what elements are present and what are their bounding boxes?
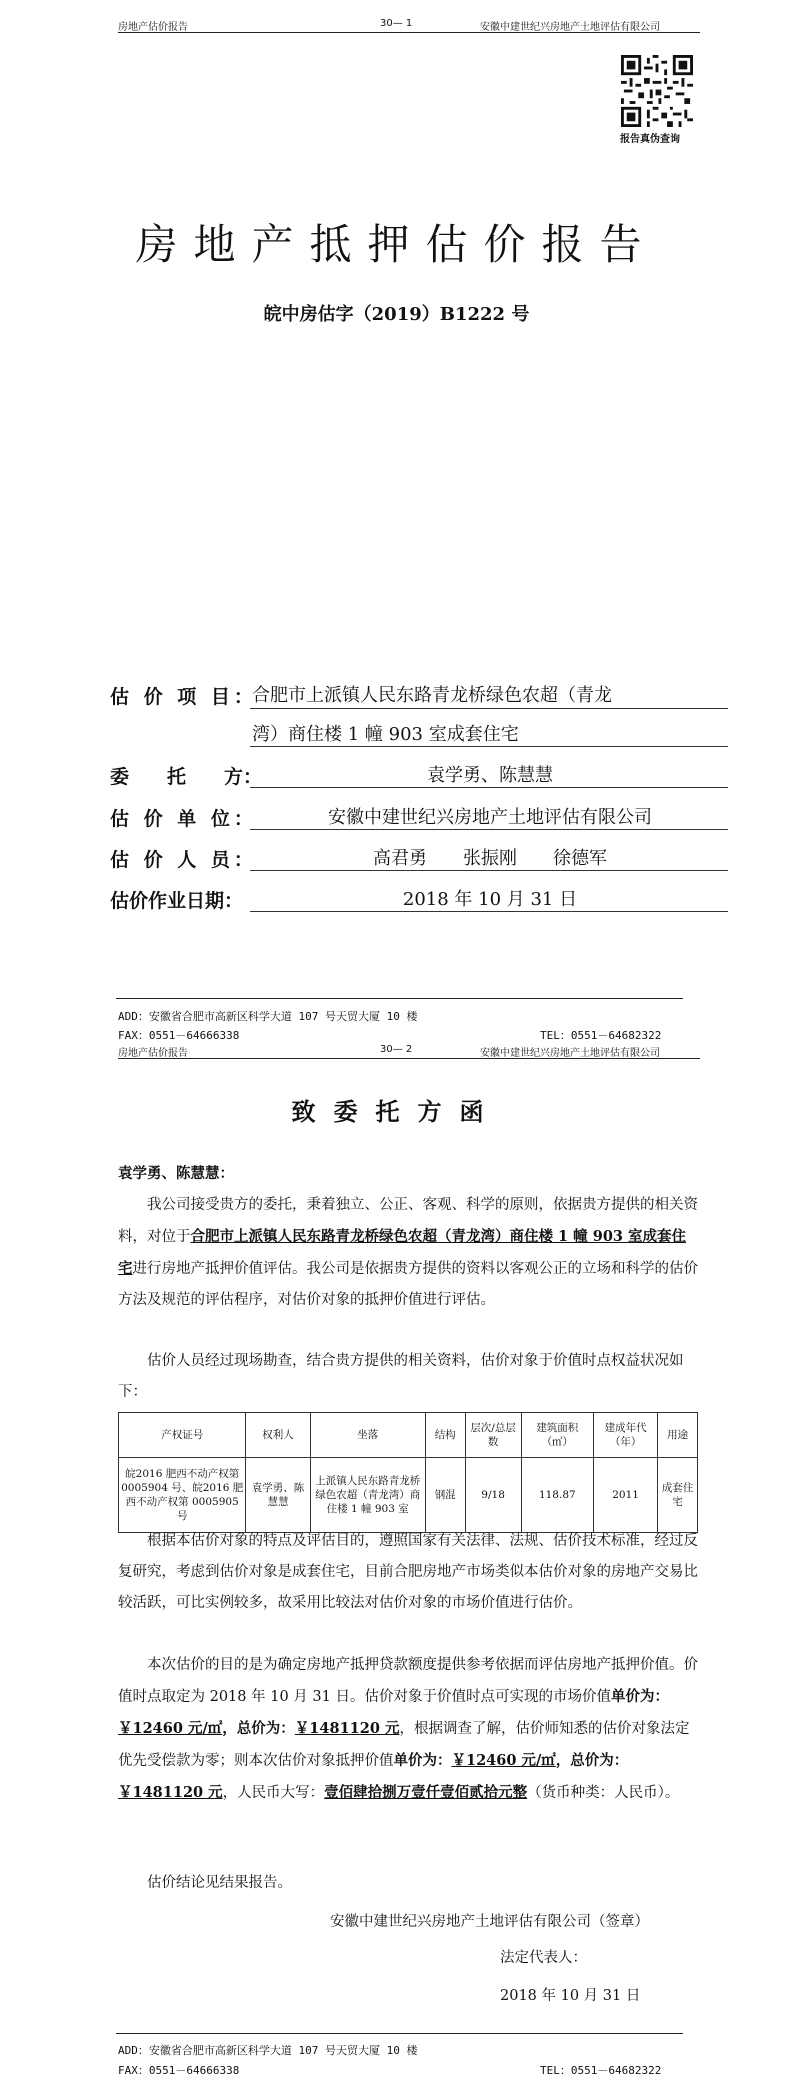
page2-header-page-no: 30— 2 <box>380 1044 413 1055</box>
p2-text: 估价人员经过现场勘查，结合贵方提供的相关资料，估价对象于价值时点权益状况如下： <box>118 1353 684 1400</box>
unit-price-label: 单价为： <box>610 1688 669 1705</box>
appraisal-unit-value: 安徽中建世纪兴房地产土地评估有限公司 <box>328 807 652 828</box>
project-underline-2 <box>250 746 728 747</box>
p4-text-b: ，根据调查了解，估价师知悉的估价对象法定优先受偿款为零；则本次估价对象抵押价值 <box>118 1721 690 1769</box>
qr-code[interactable] <box>621 55 693 127</box>
p5-text: 估价结论见结果报告。 <box>147 1875 292 1891</box>
signature-date: 2018 年 10 月 31 日 <box>500 1988 641 2004</box>
td-year: 2011 <box>594 1458 658 1533</box>
signature-company: 安徽中建世纪兴房地产土地评估有限公司（签章） <box>330 1914 649 1930</box>
page1-footer-address: ADD：安徽省合肥市高新区科学大道 107 号天贸大厦 10 楼 <box>118 1010 418 1023</box>
p1-text-a: 我公司接受贵方的委托，秉着独立、公正、客观、科学的原则，依据贵方提供的相关资料，对位于 <box>118 1197 698 1245</box>
page1-header-company: 安徽中建世纪兴房地产土地评估有限公司 <box>480 22 660 33</box>
project-underline-1 <box>250 708 728 709</box>
appraisal-unit-label: 估 价 单 位： <box>110 808 257 830</box>
mortgage-total-price-value: ￥1481120 元 <box>118 1784 223 1801</box>
qr-code-icon <box>621 55 693 127</box>
page2-footer-fax: FAX：0551－64666338 <box>118 2064 240 2077</box>
page1-footer-rule <box>116 998 683 999</box>
paragraph-conclusion <box>118 1868 698 1899</box>
p4-text-c: ，人民币大写： <box>222 1785 325 1801</box>
page2-header-left: 房地产估价报告 <box>118 1048 188 1059</box>
mortgage-unit-price-value: ￥12460 元/㎡ <box>451 1752 556 1769</box>
client-underline <box>250 787 728 788</box>
letter-title: 致委托方函 <box>291 1097 502 1126</box>
td-cert: 皖2016 肥西不动产权第 0005904 号、皖2016 肥西不动产权第 0005905 号 <box>119 1458 246 1533</box>
p4-text-d: （货币种类：人民币）。 <box>527 1785 680 1801</box>
td-structure: 钢混 <box>425 1458 465 1533</box>
page1-header-left: 房地产估价报告 <box>118 22 188 33</box>
paragraph-survey <box>118 1346 698 1408</box>
total-price-value: ￥1481120 元 <box>294 1720 400 1737</box>
table-row <box>119 1458 698 1533</box>
p3-text: 根据本估价对象的特点及评估目的，遵照国家有关法律、法规、估价技术标准，经过反复研究，考虑到估价对象是成套住宅，目前合肥房地产市场类似本估价对象的房地产交易比较活跃，可比实例较多，故采用比较法对估价对象的市场价值进行估价。 <box>118 1533 698 1611</box>
report-title: 房地产抵押估价报告 <box>135 220 658 269</box>
page1-header-rule <box>118 32 700 33</box>
appraisers-label: 估 价 人 员： <box>110 849 257 871</box>
page1-header-page-no: 30— 1 <box>380 18 413 29</box>
report-number: 皖中房估字（2019）B1222 号 <box>263 304 530 325</box>
appraisers-value: 高君勇 张振刚 徐德军 <box>373 848 607 869</box>
td-usage: 成套住宅 <box>658 1458 698 1533</box>
th-location: 坐落 <box>310 1413 425 1458</box>
salutation: 袁学勇、陈慧慧： <box>118 1165 234 1182</box>
page1-footer-fax: FAX：0551－64666338 <box>118 1029 240 1042</box>
paragraph-valuation <box>118 1650 698 1809</box>
td-owner: 袁学勇、陈慧慧 <box>246 1458 310 1533</box>
th-area: 建筑面积（㎡） <box>521 1413 593 1458</box>
th-floor: 层次/总层数 <box>465 1413 521 1458</box>
th-year: 建成年代（年） <box>594 1413 658 1458</box>
mortgage-total-price-label: ，总价为： <box>555 1752 629 1769</box>
project-label: 估 价 项 目： <box>110 686 257 708</box>
total-price-label: ，总价为： <box>222 1720 295 1737</box>
date-underline <box>250 911 728 912</box>
project-value-line2: 湾）商住楼 1 幢 903 室成套住宅 <box>252 724 519 745</box>
client-value: 袁学勇、陈慧慧 <box>427 765 553 786</box>
page1-footer-tel: TEL：0551－64682322 <box>540 1029 662 1042</box>
td-floor: 9/18 <box>465 1458 521 1533</box>
td-location: 上派镇人民东路青龙桥绿色农超（青龙湾）商住楼 1 幢 903 室 <box>310 1458 425 1533</box>
p4-text-a: 本次估价的目的是为确定房地产抵押贷款额度提供参考依据而评估房地产抵押价值。价值时点取定为 2018 年 10 月 31 日。估价对象于价值时点可实现的市场价值 <box>118 1657 698 1705</box>
unit-price-value: ￥12460 元/㎡ <box>118 1720 223 1737</box>
appraisers-underline <box>250 870 728 871</box>
paragraph-method <box>118 1526 698 1619</box>
unit-underline <box>250 829 728 830</box>
page2-header-company: 安徽中建世纪兴房地产土地评估有限公司 <box>480 1048 660 1059</box>
paragraph-entrustment <box>118 1190 698 1316</box>
client-label: 委 托 方： <box>110 766 263 788</box>
page2-footer-address: ADD：安徽省合肥市高新区科学大道 107 号天贸大厦 10 楼 <box>118 2044 418 2057</box>
table-header-row <box>119 1413 698 1458</box>
work-date-label: 估价作业日期： <box>110 890 244 912</box>
property-address: 合肥市上派镇人民东路青龙桥绿色农超（青龙湾）商住楼 1 幢 903 室成套住宅 <box>118 1228 687 1277</box>
project-value-line1: 合肥市上派镇人民东路青龙桥绿色农超（青龙 <box>252 685 612 706</box>
work-date-value: 2018 年 10 月 31 日 <box>402 889 578 910</box>
p1-text-c: 进行房地产抵押价值评估。我公司是依据贵方提供的资料以客观公正的立场和科学的估价方法及规范的评估程序，对估价对象的抵押价值进行评估。 <box>118 1261 698 1308</box>
mortgage-unit-price-label: 单价为： <box>393 1752 452 1769</box>
signature-legal-rep: 法定代表人： <box>500 1950 587 1966</box>
th-owner: 权利人 <box>246 1413 310 1458</box>
th-structure: 结构 <box>425 1413 465 1458</box>
property-rights-table <box>118 1412 698 1533</box>
page2-footer-tel: TEL：0551－64682322 <box>540 2064 662 2077</box>
th-cert: 产权证号 <box>119 1413 246 1458</box>
page2-header-rule <box>118 1058 700 1059</box>
amount-in-words: 壹佰肆拾捌万壹仟壹佰贰拾元整 <box>324 1784 528 1801</box>
td-area: 118.87 <box>521 1458 593 1533</box>
th-usage: 用途 <box>658 1413 698 1458</box>
qr-caption: 报告真伪查询 <box>620 134 680 145</box>
page2-footer-rule <box>116 2033 683 2034</box>
